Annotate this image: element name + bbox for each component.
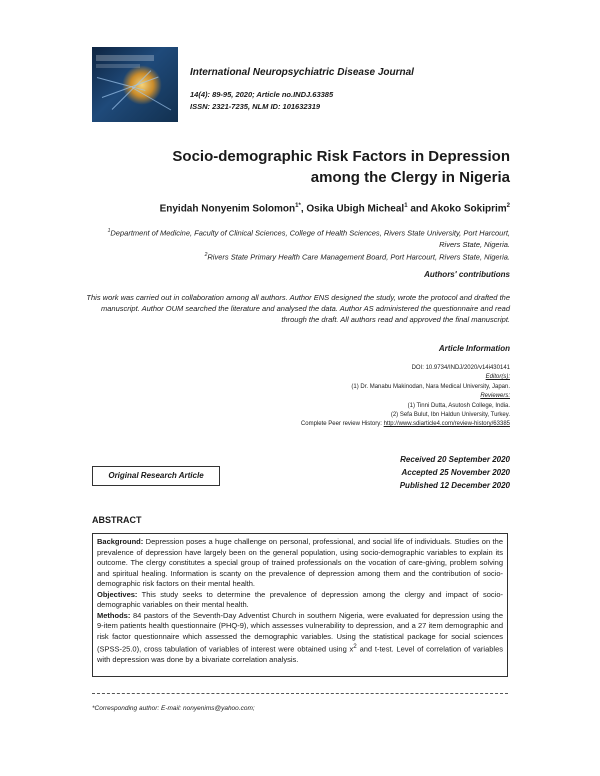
article-info-heading: Article Information [438, 344, 510, 353]
abstract-objectives [97, 590, 503, 611]
background-label: Background: [97, 537, 144, 546]
methods-text: 84 pastors of the Seventh-Day Adventist Church in southern Nigeria, were evaluated for depression using the 9-item patients health questionnaire (PHQ-9), which assesses vulnerability to depression, and a 27 item demographic and risk factor questionnaire which assessed the demographic variables. Using the statistical package for social sciences (SPSS-25.0), cross tabulation of variables of interest were obtained using x [97, 610, 503, 654]
affiliation-2 [90, 250, 510, 263]
accepted-date: Accepted 25 November 2020 [401, 468, 510, 477]
affiliation-text: Department of Medicine, Faculty of Clinical Sciences, College of Health Sciences, Rivers State University, Port Harcourt, Rivers State, Nigeria. [110, 228, 510, 249]
corresponding-author-footnote: *Corresponding author: E-mail: nonyenims@yahoo.com; [92, 705, 255, 712]
article-title [90, 146, 510, 188]
journal-cover-image [92, 47, 178, 122]
editor-label: Editor(s): [485, 374, 510, 381]
author-separator: , [300, 203, 307, 215]
affiliation-1 [90, 226, 510, 250]
author-list [160, 203, 510, 214]
methods-label: Methods: [97, 610, 131, 620]
methods-sup: 2 [353, 643, 357, 650]
author-name: Akoko Sokiprim [430, 203, 507, 215]
contributions-text: This work was carried out in collaboration among all authors. Author ENS designed the study, wrote the protocol and drafted the manuscript. Author OUM searched the literature and analysed the data. Author AS administered the questionnaire and read through the draft. All authors read and approved the final manuscript. [86, 293, 510, 324]
footnote-divider [92, 693, 508, 694]
article-dates [400, 453, 510, 492]
peer-review-label: Complete Peer review History: [300, 421, 384, 428]
article-title-line2: among the Clergy in Nigeria [310, 169, 510, 186]
published-date: Published 12 December 2020 [399, 481, 510, 490]
author-separator: and [407, 203, 431, 215]
affiliation-sup: 2 [204, 251, 208, 258]
author-name: Osika Ubigh Micheal [306, 203, 405, 215]
article-info-block [150, 364, 510, 430]
doi: DOI: 10.9734/INDJ/2020/v14i430141 [411, 365, 510, 371]
author-sup: 1 [404, 203, 408, 209]
peer-review-link[interactable]: http://www.sdiarticle4.com/review-history/63385 [383, 421, 510, 428]
contributions-heading: Authors' contributions [424, 270, 510, 279]
author-sup: 2 [506, 203, 510, 209]
affiliation-text: Rivers State Primary Health Care Management Board, Port Harcourt, Rivers State, Nigeria. [207, 252, 510, 261]
reviewers-label: Reviewers: [480, 393, 510, 400]
peer-review-history [150, 420, 510, 429]
journal-issn-line: ISSN: 2321-7235, NLM ID: 101632319 [190, 102, 321, 111]
author-name: Enyidah Nonyenim Solomon [159, 203, 296, 215]
abstract-methods [97, 611, 503, 666]
background-text: Depression poses a huge challenge on personal, professional, and social life of individuals. Studies on the prevalence of depression have largely been on the general population, using socio-demographic variables to explain its outcome. The clergy constitutes a special group of trained professionals on the vocation of care-giving, problem solving and spiritual healing. Information is scanty on the prevalence of depression among them and the contribution of socio-demographic risk factors on their mental health. [97, 537, 503, 588]
reviewer-2: (2) Sefa Bulut, Ibn Haldun University, Turkey. [390, 412, 510, 419]
affiliation-sup: 1 [107, 228, 111, 234]
article-type-box: Original Research Article [92, 466, 220, 486]
cover-title-strip [96, 55, 154, 61]
objectives-text: This study seeks to determine the prevalence of depression among the clergy and impact of socio-demographic variables on their mental health. [97, 589, 503, 609]
journal-name: International Neuropsychiatric Disease Journal [190, 67, 414, 78]
methods-text-end: and t-test. Level of correlation of variables with depression was done by a bivariate correlation analysis. [97, 644, 503, 664]
received-date: Received 20 September 2020 [400, 455, 510, 464]
abstract-background [97, 537, 503, 590]
reviewer-1: (1) Tinni Dutta, Asutosh College, India. [407, 402, 510, 409]
article-title-line1: Socio-demographic Risk Factors in Depression [172, 148, 510, 165]
affiliations [90, 226, 510, 262]
objectives-label: Objectives: [97, 589, 138, 599]
author-sup: 1* [295, 203, 301, 209]
editor: (1) Dr. Manabu Makinodan, Nara Medical University, Japan. [351, 383, 510, 390]
abstract-box [92, 533, 508, 677]
abstract-heading: ABSTRACT [92, 515, 142, 525]
journal-volume-line: 14(4): 89-95, 2020; Article no.INDJ.63385 [190, 90, 334, 99]
